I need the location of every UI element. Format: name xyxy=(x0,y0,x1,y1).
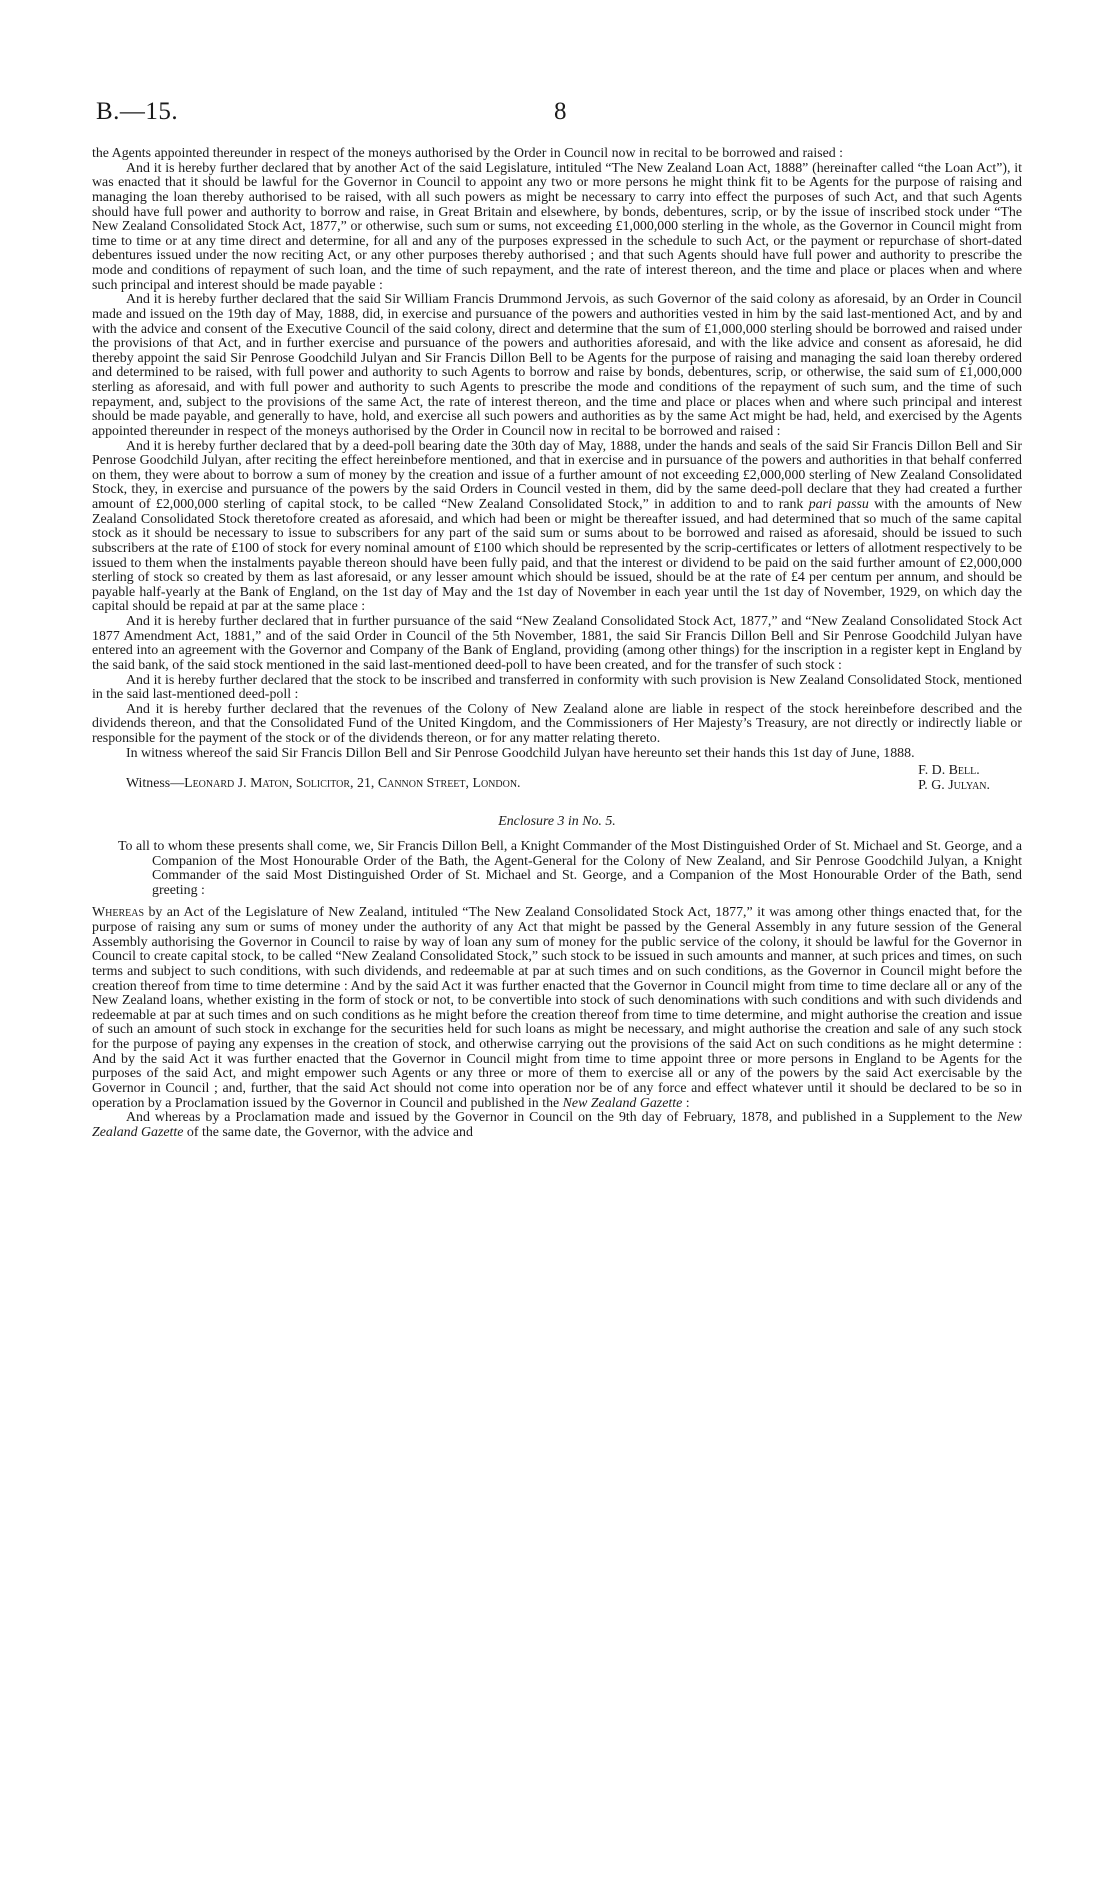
proclamation-text-a: And whereas by a Proclamation made and issued by the Governor in Council on the 9th day of February, 1878, and published in a Supplement to the xyxy=(126,1110,998,1126)
paragraph-bank-agreement: And it is hereby further declared that in further pursuance of the said “New Zealand Consolidated Stock Act, 1877,” and “New Zealand Consolidated Stock Act 1877 Amendment Act, 1881,” and of the said Order in Council of the 5th November, 1881, the said Sir Francis Dillon Bell and Sir Penrose Goodchild Julyan have entered into an agreement with the Governor and Company of the Bank of England, providing (among other things) for the inscription in a register kept in England by the said bank, of the said stock mentioned in the said last-mentioned deed-poll to have been created, and for the transfer of such stock : xyxy=(92,614,1022,673)
deed-poll-italic: pari passu xyxy=(808,497,869,512)
witness-details: J. Maton, Solicitor, 21, Cannon Street, London. xyxy=(234,776,521,792)
paragraph-to-all xyxy=(92,840,1022,899)
page-header xyxy=(96,98,1016,138)
page-number: 8 xyxy=(554,98,567,125)
enclosure-title: Enclosure 3 in No. 5. xyxy=(498,814,616,830)
paragraph-loan-act: And it is hereby further declared that by another Act of the said Legislature, intituled “The New Zealand Loan Act, 1888” (hereinafter called “the Loan Act”), it was enacted that it should be lawful for the Governor in Council to appoint any two or more persons he might think fit to be Agents for the purpose of raising and managing the loan thereby authorised to be raised, with all such powers as might be necessary to carry into effect the purposes of such Act, and that such Agents should have full power and authority to borrow and raise, in Great Britain and elsewhere, by bonds, debentures, scrip, or by the issue of inscribed stock under “The New Zealand Consolidated Stock Act, 1877,” or otherwise, such sum or sums, not exceeding £1,000,000 sterling in the whole, as the Governor in Council might from time to time or at any time direct and determine, for all and any of the purposes expressed in the schedule to such Act, or the payment or repurchase of short-dated debentures issued under the now reciting Act, or any other purposes thereby authorised ; and that such Agents should have full power and authority to prescribe the mode and conditions of repayment of such loan, and the time of such repayment, and the rate of interest thereon, and the time and place or places when and where such principal and interest should be made payable : xyxy=(92,160,1022,293)
document-reference: B.—15. xyxy=(96,98,179,125)
paragraph-continuation: the Agents appointed thereunder in respect of the moneys authorised by the Order in Council now in recital to be borrowed and raised : xyxy=(92,146,844,161)
deed-poll-text-a: And it is hereby further declared that by a deed-poll bearing date the 30th day of May, 1888, under the hands and seals of the said Sir Francis Dillon Bell and Sir Penrose Goodchild Julyan, after reciting the effect hereinbefore mentioned, and that in exercise and in pursuance of the powers and authorities in that behalf conferred on them, they were about to borrow a sum of money by the creation and issue of a further amount of not exceeding £2,000,000 sterling of New Zealand Consolidated Stock, they, in exercise and pursuance of the powers by the said Orders in Council vested in them, did by the same deed-poll declare that they had created a further amount of £2,000,000 sterling of capital stock, to be called “New Zealand Consolidated Stock,” in addition to and to rank xyxy=(92,438,1022,512)
whereas-lead: Whereas xyxy=(92,905,145,921)
signers xyxy=(918,763,990,793)
paragraph-proclamation xyxy=(92,1111,1022,1140)
document-body xyxy=(92,147,1022,1140)
whereas-end: : xyxy=(682,1095,690,1111)
witness-line xyxy=(126,777,521,792)
whereas-italic: New Zealand Gazette xyxy=(562,1095,683,1111)
paragraph-whereas xyxy=(92,906,1022,1111)
deed-poll-text-b: with the amounts of New Zealand Consolidated Stock theretofore created as aforesaid, and which had been or might be thereafter issued, and had determined that so much of the same capital stock as it should be necessary to issue to subscribers for any part of the said sum or sums about to be borrowed and raised as aforesaid, should be issued to such subscribers at the rate of £100 of stock for every nominal amount of £100 which should be represented by the scrip-certificates or letters of allotment respectively to be issued to them when the instalments payable thereon should have been fully paid, and that the interest or dividend to be paid on the said further amount of £2,000,000 sterling of stock so created by them as last aforesaid, or any lesser amount which should be issued, should be at the rate of £4 per centum per annum, and should be payable half-yearly at the Bank of England, on the 1st day of May and the 1st day of November in each year until the 1st day of November, 1929, on which day the capital should be repaid at par at the same place : xyxy=(92,497,1022,615)
signature-block xyxy=(92,763,1022,807)
signer-bell: F. D. Bell. xyxy=(918,763,980,779)
witness-name: Leonard xyxy=(184,776,235,792)
proclamation-italic: New Zealand Gazette xyxy=(92,1110,1022,1140)
paragraph-deed-poll xyxy=(92,440,1022,616)
paragraph-inscription: And it is hereby further declared that the stock to be inscribed and transferred in conformity with such provision is New Zealand Consolidated Stock, mentioned in the said last-mentioned deed-poll : xyxy=(92,672,1022,703)
whereas-text: by an Act of the Legislature of New Zealand, intituled “The New Zealand Consolidated Stock Act, 1877,” it was among other things enacted that, for the purpose of raising any sum or sums of money under the authority of any Act that might be passed by the General Assembly in any future session of the General Assembly authorising the Governor in Council to raise by way of loan any sum of money for the public service of the colony, it should be lawful for the Governor in Council to create capital stock, to be called “New Zealand Consolidated Stock,” such stock to be issued in such amounts and manner, at such prices and times, on such terms and subject to such conditions, with such dividends, and redeemable at par at such times and on such conditions, as the Governor in Council might before the creation thereof from time to time determine : And by the said Act it was further enacted that the Governor in Council might from time to time declare all or any of the New Zealand loans, whether existing in the form of stock or not, to be convertible into stock of such denominations with such conditions and with such dividends and redeemable at par at such times and on such conditions as he might before the creation thereof from time to time determine, and might authorise the creation and issue of such an amount of such stock in exchange for the securities held for such loans as might be necessary, and might authorise the creation and sale of any such stock for the purpose of paying any expenses in the creation of stock, and otherwise carrying out the provisions of the said Act on such conditions as he might determine : And by the said Act it was further enacted that the Governor in Council might from time to time appoint three or more persons in England to be Agents for the purposes of the said Act, and might empower such Agents or any three or more of them to exercise all or any of the powers by the said Act exercisable by the Governor in Council ; and, further, that the said Act should not come into operation nor be of any force and effect whatever until it should be declared to be so in operation by a Proclamation issued by the Governor in Council and published in the xyxy=(92,905,1022,1111)
paragraph-liability: And it is hereby further declared that the revenues of the Colony of New Zealand alone are liable in respect of the stock hereinbefore described and the dividends thereon, and that the Consolidated Fund of the United Kingdom, and the Commissioners of Her Majesty’s Treasury, are not directly or indirectly liable or responsible for the payment of the stock or of the dividends thereon, or for any matter relating thereto. xyxy=(92,701,1022,746)
paragraph-witness-whereof: In witness whereof the said Sir Francis Dillon Bell and Sir Penrose Goodchild Julyan have hereunto set their hands this 1st day of June, 1888. xyxy=(126,745,915,761)
paragraph-order-in-council: And it is hereby further declared that the said Sir William Francis Drummond Jervois, as such Governor of the said colony as aforesaid, by an Order in Council made and issued on the 19th day of May, 1888, did, in exercise and pursuance of the powers and authorities vested in him by the said last-mentioned Act, and by and with the advice and consent of the Executive Council of the said colony, direct and determine that the sum of £1,000,000 sterling should be borrowed and raised under the provisions of that Act, and in further exercise and pursuance of the powers and authorities aforesaid, and with the like advice and consent as aforesaid, he did thereby appoint the said Sir Penrose Goodchild Julyan and Sir Francis Dillon Bell to be Agents for the purpose of raising and managing the said loan thereby ordered and determined to be raised, with full power and authority to such Agents to borrow and raise by bonds, debentures, scrip, or otherwise, the said sum of £1,000,000 sterling as aforesaid, and with full power and authority to such Agents to prescribe the mode and conditions of the repayment of such sum, and the time of such repayment, and, subject to the provisions of the same Act, the rate of interest thereon, and the time and place or places when and where such principal and interest should be made payable, and generally to have, hold, and exercise all such powers and authorities as by the same Act might be had, held, and exercised by the Agents appointed thereunder in respect of the moneys authorised by the Order in Council now in recital to be borrowed and raised : xyxy=(92,292,1022,439)
signer-julyan: P. G. Julyan. xyxy=(918,778,990,794)
to-all-text: To all to whom these presents shall come, we, Sir Francis Dillon Bell, a Knight Commander of the Most Distinguished Order of St. Michael and St. George, and a Companion of the Most Honourable Order of the Bath, the Agent-General for the Colony of New Zealand, and Sir Penrose Goodchild Julyan, a Knight Commander of the said Most Distinguished Order of St. Michael and St. George, and a Companion of the Most Honourable Order of the Bath, send greeting : xyxy=(118,838,1022,898)
witness-prefix: Witness— xyxy=(126,776,185,792)
proclamation-text-b: of the same date, the Governor, with the advice and xyxy=(183,1124,473,1140)
